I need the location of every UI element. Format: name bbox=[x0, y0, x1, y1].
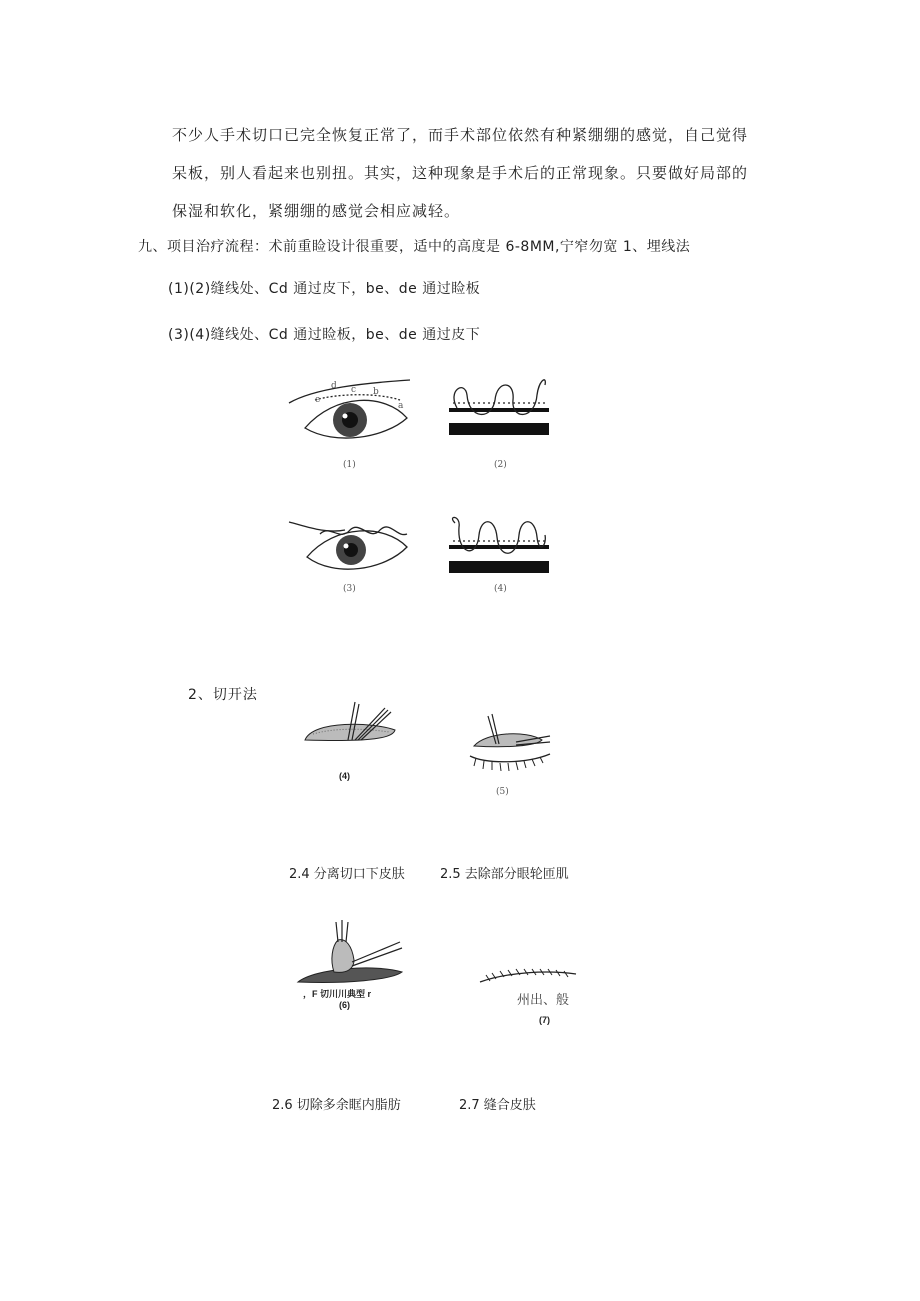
caption-2-6: 2.6 切除多余眶内脂肪 bbox=[272, 1098, 401, 1113]
figure-4-label: (4) bbox=[494, 584, 507, 594]
figure-6-label: (6) bbox=[339, 1000, 350, 1010]
figure-6-note: ，F 切川川典型 r bbox=[303, 989, 372, 999]
figure-6-fat-removal bbox=[296, 920, 406, 985]
label-d: d bbox=[331, 381, 337, 391]
figure-3-label: (3) bbox=[343, 584, 356, 594]
paragraph-line-2: 呆板，别人看起来也别扭。其实，这种现象是手术后的正常现象。只要做好局部的 bbox=[172, 164, 749, 182]
caption-2-7: 2.7 缝合皮肤 bbox=[459, 1098, 536, 1113]
figure-4b-label: (4) bbox=[339, 771, 350, 781]
paragraph-line-1: 不少人手术切口已完全恢复正常了，而手术部位依然有种紧绷绷的感觉，自己觉得 bbox=[172, 126, 749, 144]
figure-1-label: (1) bbox=[343, 460, 356, 470]
figure-7-note: 州出、般 bbox=[517, 993, 570, 1008]
caption-2-5: 2.5 去除部分眼轮匝肌 bbox=[440, 867, 569, 882]
figure-2-cross-section bbox=[447, 375, 552, 440]
figure-4b-flap-forceps bbox=[303, 700, 398, 750]
figure-2-label: (2) bbox=[494, 460, 507, 470]
label-c: c bbox=[351, 385, 357, 395]
caption-2-4: 2.4 分离切口下皮肤 bbox=[289, 867, 405, 882]
step-line-1: (1)(2)缝线处、Cd 通过皮下，be、de 通过睑板 bbox=[168, 281, 481, 297]
figure-5-closed-eye bbox=[466, 712, 556, 780]
label-a: a bbox=[398, 401, 404, 411]
figure-3-eye-suture bbox=[285, 512, 415, 582]
figure-4-cross-section bbox=[447, 515, 552, 577]
figure-7-sutured-skin bbox=[478, 962, 578, 986]
label-b: b bbox=[373, 387, 379, 397]
incision-heading: 2、切开法 bbox=[188, 687, 258, 703]
paragraph-line-3: 保湿和软化，紧绷绷的感觉会相应减轻。 bbox=[172, 202, 461, 220]
section-heading: 九、项目治疗流程：术前重睑设计很重要，适中的高度是 6-8MM,宁窄勿宽 1、埋线法 bbox=[138, 239, 691, 255]
figure-5-label: (5) bbox=[496, 787, 509, 797]
step-line-2: (3)(4)缝线处、Cd 通过睑板，be、de 通过皮下 bbox=[168, 327, 481, 343]
figure-1-eye-suture bbox=[285, 378, 415, 453]
figure-7-label: (7) bbox=[539, 1015, 550, 1025]
label-e: e bbox=[315, 395, 321, 405]
